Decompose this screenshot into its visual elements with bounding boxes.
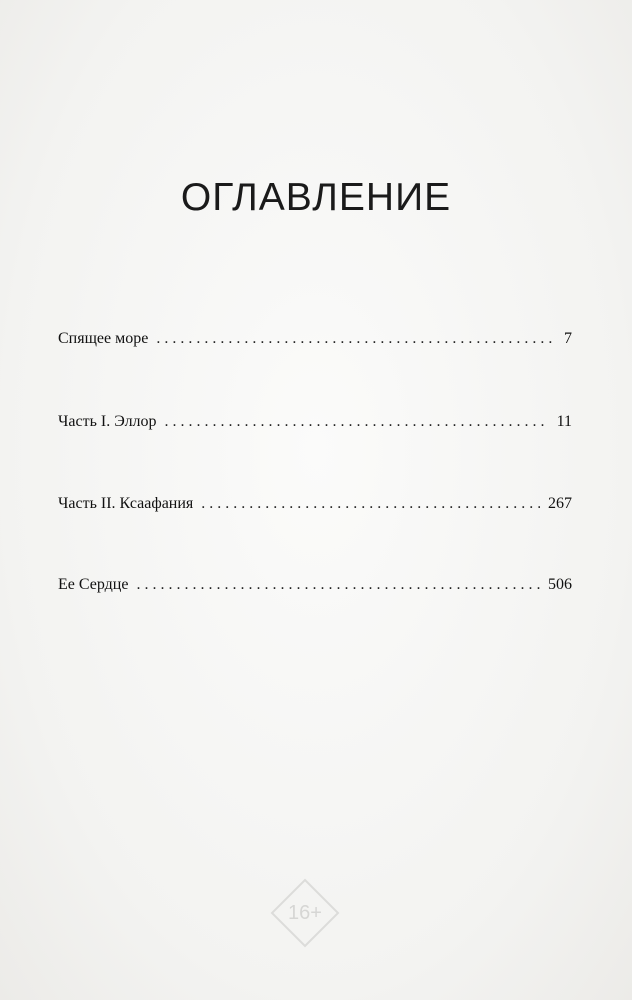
page-title: ОГЛАВЛЕНИЕ <box>180 176 452 219</box>
toc-entry-page: 7 <box>564 330 572 347</box>
toc-entry-label: Ее Сердце <box>58 576 129 593</box>
toc-dot-leader <box>201 495 540 513</box>
toc-entry-label: Часть I. Эллор <box>58 413 157 430</box>
toc-entry-label: Часть II. Ксаафания <box>58 495 194 512</box>
toc-entry <box>58 576 572 594</box>
toc-entry <box>58 495 572 513</box>
toc-dot-leader <box>156 330 556 348</box>
toc-entry-page: 267 <box>548 495 572 512</box>
toc-dot-leader <box>165 413 549 431</box>
toc-entry <box>58 413 572 431</box>
toc-entry-label: Спящее море <box>58 330 149 347</box>
toc-entry <box>58 330 572 348</box>
age-rating-badge <box>270 878 340 948</box>
toc-entry-page: 506 <box>548 576 572 593</box>
age-rating-label: 16+ <box>288 901 322 924</box>
toc-entry-page: 11 <box>556 413 572 430</box>
toc-dot-leader <box>136 576 540 594</box>
